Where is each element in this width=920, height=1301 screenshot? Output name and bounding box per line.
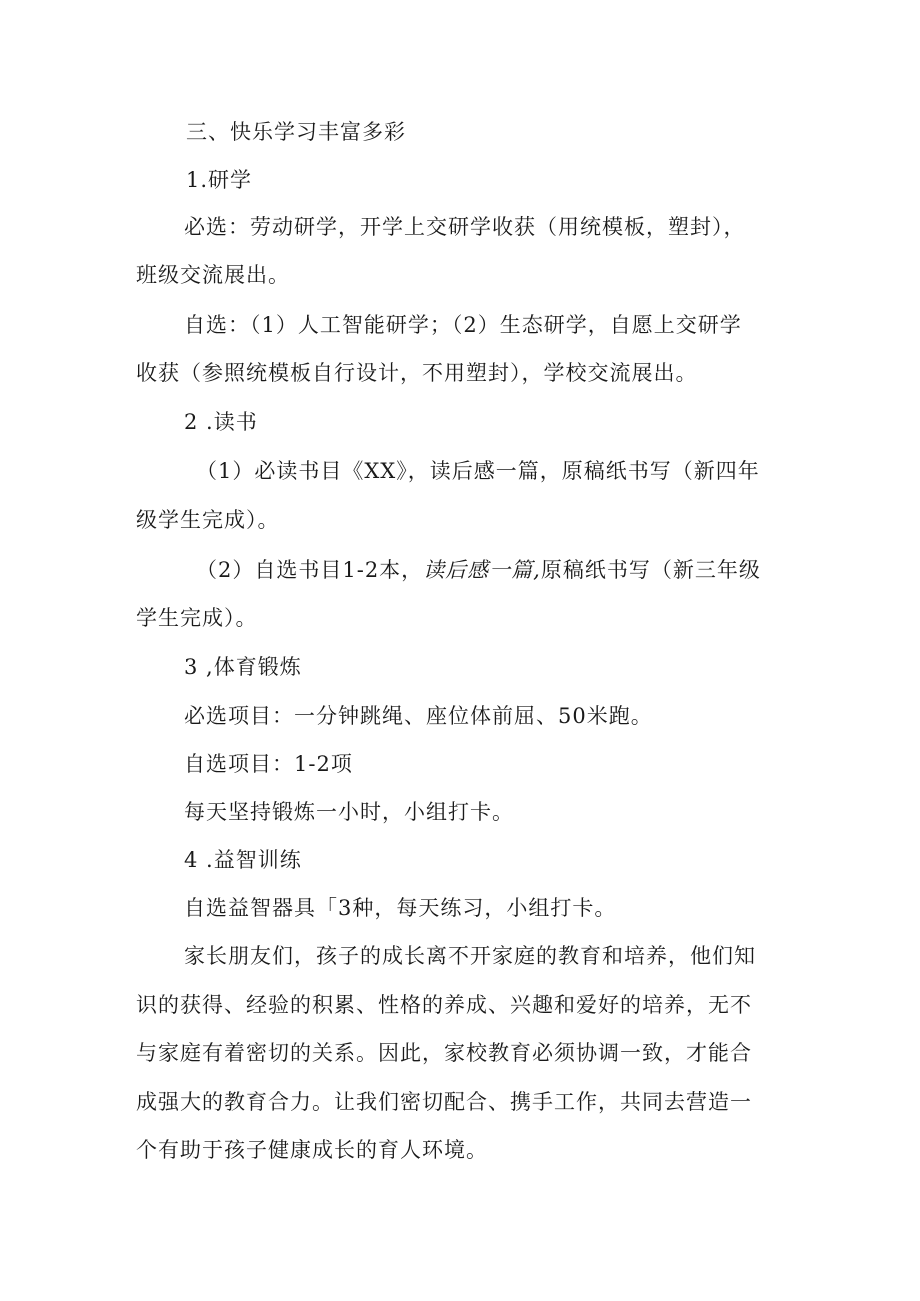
item1-required-line1: 必选：劳动研学，开学上交研学收获（用统模板，塑封）， — [184, 215, 746, 239]
closing-line3: 与家庭有着密切的关系。因此，家校教育必须协调一致，才能合 — [136, 1041, 752, 1065]
item3-optional: 自选项目：1-2项 — [184, 752, 353, 776]
item2-p2-italic: 读后感一篇, — [423, 558, 541, 582]
section-heading: 三、快乐学习丰富多彩 — [186, 120, 406, 144]
item1-optional-line2: 收获（参照统模板自行设计，不用塑封），学校交流展出。 — [136, 361, 698, 385]
item2-p1-line1: （1）必读书目《XX》，读后感一篇，原稿纸书写（新四年 — [196, 459, 760, 483]
item3-title: 3 ,体育锻炼 — [184, 655, 302, 679]
closing-line5: 个有助于孩子健康成长的育人环境。 — [136, 1138, 488, 1162]
item4-text: 自选益智器具「3种，每天练习，小组打卡。 — [184, 896, 617, 920]
item1-required-line2: 班级交流展出。 — [136, 263, 290, 287]
closing-line4: 成强大的教育合力。让我们密切配合、携手工作，共同去营造一 — [136, 1090, 752, 1114]
item3-daily: 每天坚持锻炼一小时，小组打卡。 — [184, 800, 514, 824]
item2-title: 2 .读书 — [184, 410, 258, 434]
item4-title: 4 .益智训练 — [184, 848, 302, 872]
item2-p2-part2: 原稿纸书写（新三年级 — [540, 558, 761, 582]
item3-required: 必选项目：一分钟跳绳、座位体前屈、50米跑。 — [184, 704, 653, 728]
item2-p2-part1: （2）自选书目1-2本， — [196, 558, 424, 582]
item2-p2-line2: 学生完成）。 — [136, 606, 258, 630]
item1-optional-line1: 自选：（1）人工智能研学；（2）生态研学，自愿上交研学 — [184, 313, 742, 337]
closing-line1: 家长朋友们，孩子的成长离不开家庭的教育和培养，他们知 — [184, 944, 756, 968]
item1-title: 1.研学 — [186, 168, 253, 192]
closing-line2: 识的获得、经验的积累、性格的养成、兴趣和爱好的培养，无不 — [136, 993, 752, 1017]
item2-p2-line1 — [196, 555, 761, 585]
item2-p1-line2: 级学生完成）。 — [136, 508, 280, 532]
